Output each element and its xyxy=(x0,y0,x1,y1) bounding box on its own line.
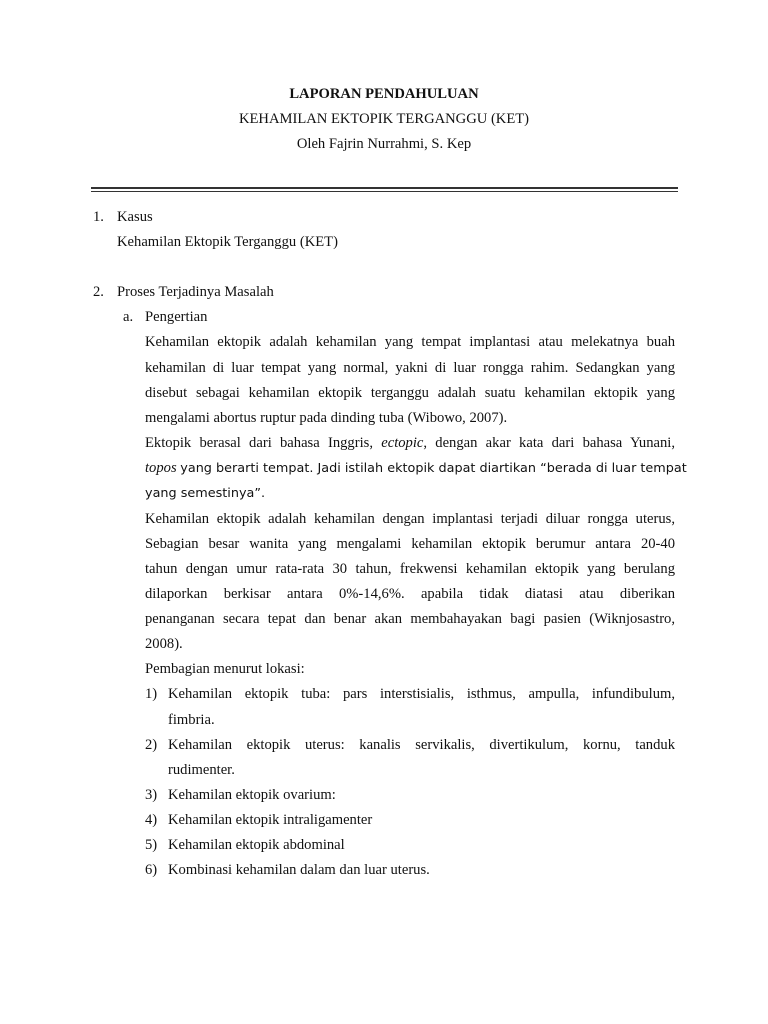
text-run: Ektopik berasal dari bahasa Inggris, xyxy=(145,435,373,451)
header-divider-thin xyxy=(91,191,678,192)
document-title: LAPORAN PENDAHULUAN xyxy=(289,86,479,102)
italic-term: ectopic xyxy=(381,435,424,451)
text-run: yang berarti tempat. Jadi istilah ektopik dapat diartikan “berada di luar tempat xyxy=(180,461,687,476)
section-1-title: Kasus xyxy=(117,209,153,225)
subsection-a-title: Pengertian xyxy=(145,309,208,325)
paragraph-line: 2008). xyxy=(145,636,183,652)
list-item-number: 5) xyxy=(145,837,158,853)
document-author: Oleh Fajrin Nurrahmi, S. Kep xyxy=(296,136,472,152)
list-item-text: rudimenter. xyxy=(168,762,235,778)
list-item-text: Kehamilan ektopik abdominal xyxy=(168,837,345,853)
paragraph-line: Sebagian besar wanita yang mengalami kehamilan ektopik berumur antara 20-40 xyxy=(145,536,675,552)
paragraph-line xyxy=(145,460,687,477)
header-divider-thick xyxy=(91,187,678,189)
paragraph-line: Kehamilan ektopik adalah kehamilan dengan implantasi terjadi diluar rongga uterus, xyxy=(145,511,675,527)
document-subtitle: KEHAMILAN EKTOPIK TERGANGGU (KET) xyxy=(238,111,530,127)
list-item-number: 6) xyxy=(145,862,158,878)
paragraph-line xyxy=(145,435,675,452)
paragraph-line: mengalami abortus ruptur pada dinding tuba (Wibowo, 2007). xyxy=(145,410,508,426)
list-item-number: 1) xyxy=(145,686,158,702)
list-item-text: fimbria. xyxy=(168,712,215,728)
paragraph-line: penanganan secara tepat dan benar akan membahayakan bagi pasien (Wiknjosastro, xyxy=(145,611,675,627)
paragraph-line: tahun dengan umur rata-rata 30 tahun, frekwensi kehamilan ektopik yang berulang xyxy=(145,561,675,577)
section-2-number: 2. xyxy=(93,284,104,300)
section-1-number: 1. xyxy=(93,209,104,225)
list-item-text: Kehamilan ektopik tuba: pars interstisialis, isthmus, ampulla, infundibulum, xyxy=(168,686,675,702)
list-item-text: Kehamilan ektopik uterus: kanalis servikalis, divertikulum, kornu, tanduk xyxy=(168,737,675,753)
list-item-text: Kehamilan ektopik ovarium: xyxy=(168,787,336,803)
section-2-title: Proses Terjadinya Masalah xyxy=(117,284,274,300)
paragraph-line: dilaporkan berkisar antara 0%-14,6%. apabila tidak diatasi atau diberikan xyxy=(145,586,675,602)
list-item-number: 3) xyxy=(145,787,158,803)
paragraph-line: yang semestinya”. xyxy=(145,486,266,501)
list-item-number: 2) xyxy=(145,737,158,753)
list-intro: Pembagian menurut lokasi: xyxy=(145,661,305,677)
text-run: , dengan akar kata dari bahasa Yunani, xyxy=(423,435,675,451)
list-item-text: Kehamilan ektopik intraligamenter xyxy=(168,812,373,828)
subsection-a-label: a. xyxy=(123,309,134,325)
paragraph-line: kehamilan di luar tempat yang normal, yakni di luar rongga rahim. Sedangkan yang xyxy=(145,360,675,376)
italic-term: topos xyxy=(145,460,177,476)
section-1-body: Kehamilan Ektopik Terganggu (KET) xyxy=(117,234,338,250)
paragraph-line: disebut sebagai kehamilan ektopik terganggu adalah suatu kehamilan ektopik yang xyxy=(145,385,675,401)
list-item-text: Kombinasi kehamilan dalam dan luar uterus. xyxy=(168,862,430,878)
paragraph-line: Kehamilan ektopik adalah kehamilan yang tempat implantasi atau melekatnya buah xyxy=(145,334,675,350)
list-item-number: 4) xyxy=(145,812,158,828)
